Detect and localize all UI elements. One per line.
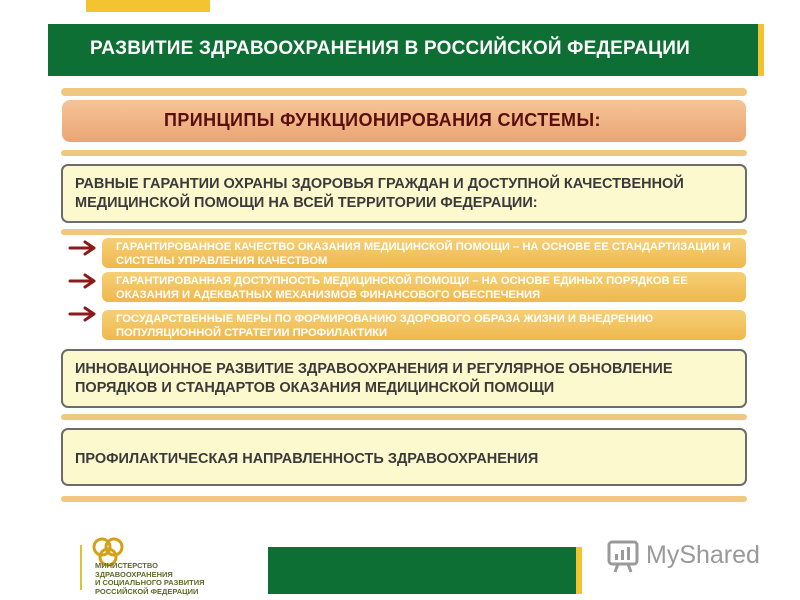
footer-bar [268,547,582,594]
top-accent-bar [86,0,210,12]
arrow-right-icon [68,273,100,289]
divider-stripe [61,496,747,502]
sub-item-2 [102,272,746,302]
arrow-right-icon [68,240,100,256]
principle-box-1 [61,164,747,223]
watermark-text: MyShared [646,541,760,569]
divider-stripe [61,229,747,235]
sub-item-1 [102,238,746,268]
principle-box-2 [61,349,747,408]
footer-divider [80,545,82,590]
principle-box-3 [61,428,747,486]
section-title: ПРИНЦИПЫ ФУНКЦИОНИРОВАНИЯ СИСТЕМЫ: [164,110,601,130]
sub-item-3 [102,310,746,340]
principle-text: ИННОВАЦИОННОЕ РАЗВИТИЕ ЗДРАВООХРАНЕНИЯ И РЕГУЛЯРНОЕ ОБНОВЛЕНИЕ ПОРЯДКОВ И СТАНДАРТОВ ОКАЗАНИЯ МЕДИЦИНСКОЙ ПОМОЩИ [75,361,673,396]
sub-item-text: ГАРАНТИРОВАННОЕ КАЧЕСТВО ОКАЗАНИЯ МЕДИЦИНСКОЙ ПОМОЩИ – НА ОСНОВЕ ЕЕ СТАНДАРТИЗАЦИИ И СИСТЕМЫ УПРАВЛЕНИЯ КАЧЕСТВОМ [116,241,731,267]
principle-text: ПРОФИЛАКТИЧЕСКАЯ НАПРАВЛЕННОСТЬ ЗДРАВООХРАНЕНИЯ [75,451,539,467]
myshared-logo-icon [606,536,642,576]
sub-item-text: ГАРАНТИРОВАННАЯ ДОСТУПНОСТЬ МЕДИЦИНСКОЙ ПОМОЩИ – НА ОСНОВЕ ЕДИНЫХ ПОРЯДКОВ ЕЕ ОКАЗАНИЯ И АДЕКВАТНЫХ МЕХАНИЗМОВ ФИНАНСОВОГО ОБЕСПЕЧЕНИЯ [116,275,688,301]
arrow-right-icon [68,306,100,322]
principle-text: РАВНЫЕ ГАРАНТИИ ОХРАНЫ ЗДОРОВЬЯ ГРАЖДАН И ДОСТУПНОЙ КАЧЕСТВЕННОЙ МЕДИЦИНСКОЙ ПОМОЩИ НА ВСЕЙ ТЕРРИТОРИИ ФЕДЕРАЦИИ: [75,176,684,211]
divider-stripe [61,150,747,156]
ministry-name: МИНИСТЕРСТВО ЗДРАВООХРАНЕНИЯ И СОЦИАЛЬНОГО РАЗВИТИЯ РОССИЙСКОЙ ФЕДЕРАЦИИ [95,561,205,596]
sub-item-text: ГОСУДАРСТВЕННЫЕ МЕРЫ ПО ФОРМИРОВАНИЮ ЗДОРОВОГО ОБРАЗА ЖИЗНИ И ВНЕДРЕНИЮ ПОПУЛЯЦИОННОЙ СТРАТЕГИИ ПРОФИЛАКТИКИ [116,313,654,339]
page-title: РАЗВИТИЕ ЗДРАВООХРАНЕНИЯ В РОССИЙСКОЙ ФЕДЕРАЦИИ [90,38,690,59]
divider-stripe [61,414,747,420]
divider-stripe [61,88,747,96]
